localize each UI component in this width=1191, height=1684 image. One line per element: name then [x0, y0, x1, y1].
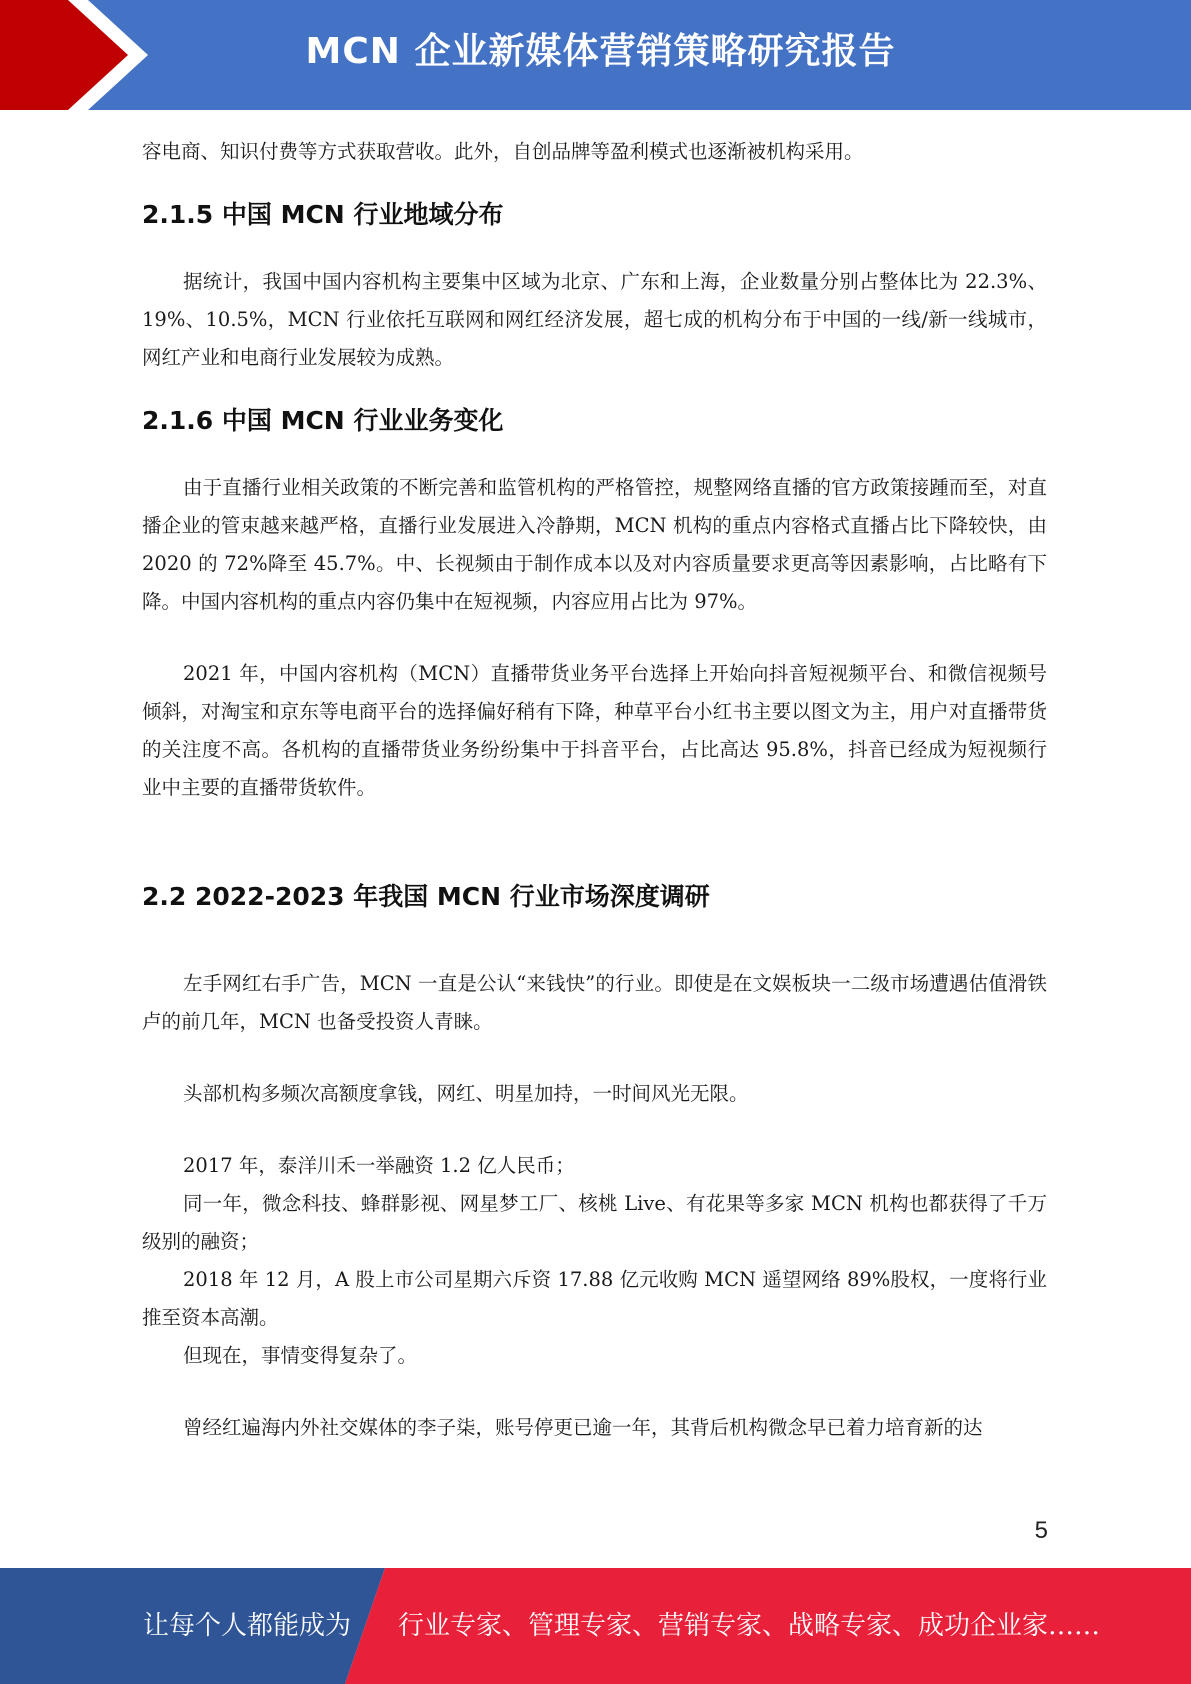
page-footer	[0, 1568, 1191, 1684]
paragraph-live-commerce: 2021 年，中国内容机构（MCN）直播带货业务平台选择上开始向抖音短视频平台、和微信视频号倾斜，对淘宝和京东等电商平台的选择偏好稍有下降，种草平台小红书主要以图文为主，用户对直播带货的关注度不高。各机构的直播带货业务纷纷集中于抖音平台，占比高达 95.8%，抖音已经成为短视频行业中主要的直播带货软件。	[142, 662, 1047, 799]
footer-slogan-left: 让每个人都能成为	[143, 1611, 352, 1641]
section-heading-2-1-6: 2.1.6 中国 MCN 行业业务变化	[142, 406, 504, 435]
page-content	[142, 133, 1047, 1447]
paragraph-continuation: 容电商、知识付费等方式获取营收。此外，自创品牌等盈利模式也逐渐被机构采用。	[142, 140, 864, 163]
paragraph-2017: 2017 年，泰洋川禾一举融资 1.2 亿人民币；	[183, 1154, 575, 1177]
section-heading-2-1-5: 2.1.5 中国 MCN 行业地域分布	[142, 200, 504, 229]
paragraph-left-hand: 左手网红右手广告，MCN 一直是公认“来钱快”的行业。即使是在文娱板块一二级市场遭遇估值滑铁卢的前几年，MCN 也备受投资人青睐。	[142, 972, 1047, 1033]
page-number: 5	[1034, 1517, 1048, 1544]
section-heading-2-2: 2.2 2022-2023 年我国 MCN 行业市场深度调研	[142, 882, 710, 911]
footer-slogan-right: 行业专家、管理专家、营销专家、战略专家、成功企业家……	[398, 1611, 1101, 1641]
page-header	[0, 0, 1191, 110]
paragraph-2018: 2018 年 12 月，A 股上市公司星期六斥资 17.88 亿元收购 MCN 遥望网络 89%股权，一度将行业推至资本高潮。	[142, 1268, 1047, 1329]
report-title: MCN 企业新媒体营销策略研究报告	[305, 31, 896, 72]
paragraph-now: 但现在，事情变得复杂了。	[183, 1344, 418, 1367]
paragraph-liziqi: 曾经红遍海内外社交媒体的李子柒，账号停更已逾一年，其背后机构微念早已着力培育新的达	[183, 1416, 983, 1439]
paragraph-region-distribution: 据统计，我国中国内容机构主要集中区域为北京、广东和上海，企业数量分别占整体比为 22.3%、19%、10.5%，MCN 行业依托互联网和网红经济发展，超七成的机构分布于中国的一线/新一线城市，网红产业和电商行业发展较为成熟。	[142, 270, 1047, 369]
paragraph-business-change: 由于直播行业相关政策的不断完善和监管机构的严格管控，规整网络直播的官方政策接踵而至，对直播企业的管束越来越严格，直播行业发展进入冷静期，MCN 机构的重点内容格式直播占比下降较快，由 2020 的 72%降至 45.7%。中、长视频由于制作成本以及对内容质量要求更高等因素影响，占比略有下降。中国内容机构的重点内容仍集中在短视频，内容应用占比为 97%。	[142, 476, 1047, 613]
paragraph-same-year: 同一年，微念科技、蜂群影视、网星梦工厂、核桃 Live、有花果等多家 MCN 机构也都获得了千万级别的融资；	[142, 1192, 1047, 1253]
paragraph-head-institutions: 头部机构多频次高额度拿钱，网红、明星加持，一时间风光无限。	[183, 1082, 749, 1105]
